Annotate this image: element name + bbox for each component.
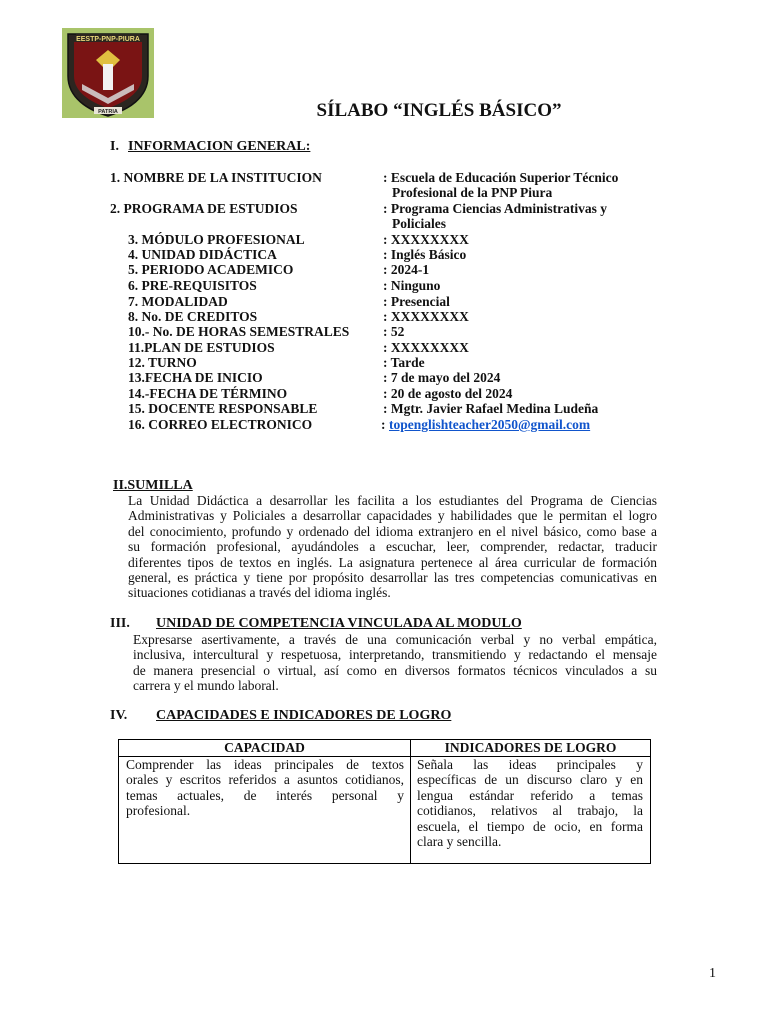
- table-header-capacity: CAPACIDAD: [224, 740, 305, 755]
- table-header-indicators: INDICADORES DE LOGRO: [444, 740, 617, 755]
- section3-number: III.: [110, 616, 130, 631]
- table-column-divider: [410, 740, 411, 863]
- info-value-module: : XXXXXXXX: [383, 232, 469, 247]
- competence-line: inclusiva, intercultural y respetuosa, interpretando, transmitiendo y redactando el mensaje: [133, 647, 657, 663]
- section4-number: IV.: [110, 708, 128, 723]
- info-value-period: : 2024-1: [383, 262, 430, 277]
- info-value-credits: : XXXXXXXX: [383, 309, 469, 324]
- info-label-shift: 12. TURNO: [128, 355, 197, 370]
- info-value-start: : 7 de mayo del 2024: [383, 370, 501, 385]
- sumilla-paragraph: [128, 493, 657, 601]
- info-label-institution: 1. NOMBRE DE LA INSTITUCION: [110, 170, 322, 185]
- info-value-institution-cont: Profesional de la PNP Piura: [392, 185, 553, 200]
- section1-heading: INFORMACION GENERAL:: [128, 139, 311, 154]
- document-title: SÍLABO “INGLÉS BÁSICO”: [316, 100, 562, 121]
- sumilla-line: Administrativas y Policiales a desarrollar capacidades y habilidades que le permitan el logro: [128, 508, 657, 524]
- info-label-teacher: 15. DOCENTE RESPONSABLE: [128, 401, 318, 416]
- info-value-institution: : Escuela de Educación Superior Técnico: [383, 170, 619, 185]
- sumilla-line: La Unidad Didáctica a desarrollar les facilita a los estudiantes del Programa de Ciencias: [128, 493, 657, 508]
- info-value-prereq: : Ninguno: [383, 278, 441, 293]
- info-label-credits: 8. No. DE CREDITOS: [128, 309, 258, 324]
- sumilla-line: su formación profesional, ayudándoles a escuchar, leer, comprender, redactar, traducir: [128, 539, 657, 555]
- indicator-line: Señala las ideas principales y: [417, 757, 643, 772]
- section4-heading: CAPACIDADES E INDICADORES DE LOGRO: [156, 708, 452, 723]
- info-value-program-cont: Policiales: [392, 216, 446, 231]
- section3-heading: UNIDAD DE COMPETENCIA VINCULADA AL MODULO: [156, 616, 522, 631]
- info-value-email-prefix: :: [381, 417, 386, 432]
- info-value-hours: : 52: [383, 324, 405, 339]
- info-value-teacher: : Mgtr. Javier Rafael Medina Ludeña: [383, 401, 599, 416]
- capacity-line: orales y escritos referidos a asuntos cotidianos,: [126, 772, 404, 788]
- info-label-unit: 4. UNIDAD DIDÁCTICA: [128, 247, 277, 262]
- capacities-table: [118, 739, 651, 864]
- indicator-line: cotidianos, relativos al trabajo, la: [417, 803, 643, 819]
- indicator-line: clara y sencilla.: [417, 834, 502, 850]
- capacity-line: profesional.: [126, 803, 191, 819]
- capacity-line: temas actuales, de interés personal y: [126, 787, 404, 803]
- competence-line: Expresarse asertivamente, a través de una comunicación verbal y no verbal empática,: [133, 632, 657, 647]
- info-label-plan: 11.PLAN DE ESTUDIOS: [128, 340, 275, 355]
- info-value-program: : Programa Ciencias Administrativas y: [383, 201, 607, 216]
- capacity-line: Comprender las ideas principales de textos: [126, 757, 404, 772]
- info-value-end: : 20 de agosto del 2024: [383, 386, 513, 401]
- indicator-line: escuela, el tiempo de ocio, en forma: [417, 818, 643, 834]
- info-label-modality: 7. MODALIDAD: [128, 294, 228, 309]
- sumilla-line: situaciones cotidianas a través del idioma inglés.: [128, 585, 391, 601]
- info-value-unit: : Inglés Básico: [383, 247, 467, 262]
- info-label-module: 3. MÓDULO PROFESIONAL: [128, 232, 305, 247]
- sumilla-line: diferentes tipos de textos en inglés. La asignatura pertenece al área curricular de formación: [128, 554, 657, 570]
- info-value-modality: : Presencial: [383, 294, 450, 309]
- page-number: 1: [709, 966, 716, 981]
- competence-paragraph: [133, 632, 657, 694]
- competence-line: de manera presencial o virtual, así como en diversos formatos técnicos vinculados a su: [133, 662, 657, 678]
- info-label-period: 5. PERIODO ACADEMICO: [128, 262, 294, 277]
- indicator-line: específicas de un discurso claro y en: [417, 772, 643, 788]
- table-cell-indicators: [417, 757, 643, 849]
- info-label-start: 13.FECHA DE INICIO: [128, 370, 263, 385]
- table-cell-capacity: [126, 757, 404, 819]
- sumilla-line: del conocimiento, profundo y ordenado del idioma extranjero en el nivel básico, como base a: [128, 523, 657, 539]
- section2-heading: II.SUMILLA: [113, 478, 193, 493]
- info-label-end: 14.-FECHA DE TÉRMINO: [128, 386, 288, 401]
- info-label-email: 16. CORREO ELECTRONICO: [128, 417, 313, 432]
- info-value-shift: : Tarde: [383, 355, 425, 370]
- logo-top-text: EESTP-PNP-PIURA: [76, 36, 140, 43]
- indicator-line: lengua estándar referido a temas: [417, 787, 643, 803]
- logo-bottom-text: PATRIA: [98, 109, 118, 115]
- info-label-hours: 10.- No. DE HORAS SEMESTRALES: [128, 324, 350, 339]
- info-label-prereq: 6. PRE-REQUISITOS: [128, 278, 257, 293]
- sumilla-line: general, es práctica y tiene por propósito desarrollar las tres competencias comunicativas en: [128, 570, 657, 586]
- info-value-plan: : XXXXXXXX: [383, 340, 469, 355]
- section1-number: I.: [110, 139, 119, 154]
- email-link[interactable]: topenglishteacher2050@gmail.com: [389, 417, 591, 432]
- info-label-program: 2. PROGRAMA DE ESTUDIOS: [110, 201, 298, 216]
- competence-line: carrera y el mundo laboral.: [133, 678, 279, 694]
